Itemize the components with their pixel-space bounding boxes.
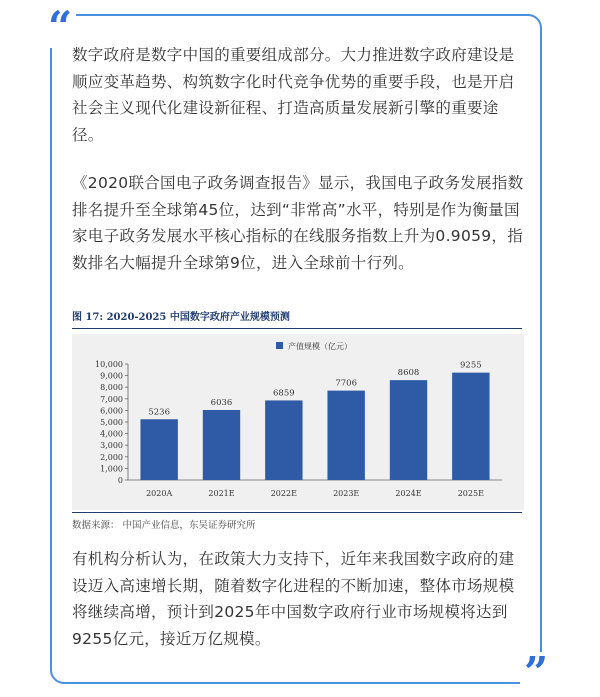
bar bbox=[390, 380, 427, 480]
y-tick-label: 5,000 bbox=[100, 418, 123, 427]
paragraph-un-report: 《2020联合国电子政务调查报告》显示，我国电子政务发展指数排名提升至全球第45位，达到“非常高”水平，特别是作为衡量国家电子政务发展水平核心指标的在线服务指数上升为0.9059，指数排名大幅提升全球第9位，进入全球前十行列。 bbox=[72, 174, 524, 272]
data-label: 9255 bbox=[460, 360, 482, 371]
y-tick-label: 8,000 bbox=[100, 383, 123, 393]
x-tick-label: 2025E bbox=[457, 489, 484, 498]
chart-area bbox=[72, 334, 524, 510]
y-tick-label: 4,000 bbox=[100, 429, 123, 439]
data-label: 6859 bbox=[273, 388, 295, 399]
legend-label: 产值规模（亿元） bbox=[288, 342, 352, 351]
figure-source: 数据来源： 中国产业信息，东吴证券研究所 bbox=[72, 512, 522, 531]
bar bbox=[265, 400, 302, 480]
data-label: 5236 bbox=[148, 407, 170, 418]
x-tick-label: 2020A bbox=[146, 489, 173, 498]
paragraph-intro: 数字政府是数字中国的重要组成部分。大力推进数字政府建设是顺应变革趋势、构筑数字化时代竞争优势的重要手段，也是开启社会主义现代化建设新征程、打造高质量发展新引擎的重要途径。 bbox=[72, 46, 515, 144]
x-tick-label: 2022E bbox=[270, 489, 297, 498]
y-tick-label: 1,000 bbox=[100, 464, 123, 474]
bar bbox=[203, 410, 240, 480]
open-quote-icon: “ bbox=[44, 6, 76, 48]
legend-swatch bbox=[276, 342, 283, 349]
y-tick-label: 3,000 bbox=[100, 441, 123, 451]
bar-chart bbox=[72, 334, 524, 510]
paragraph-market-forecast: 有机构分析认为，在政策大力支持下，近年来我国数字政府的建设迈入高速增长期，随着数字化进程的不断加速，整体市场规模将继续高增，预计到2025年中国数字政府行业市场规模将达到9255亿元，接近万亿规模。 bbox=[72, 550, 515, 648]
x-tick-label: 2021E bbox=[208, 489, 235, 498]
bar bbox=[327, 391, 364, 480]
y-tick-label: 2,000 bbox=[100, 452, 123, 462]
data-label: 8608 bbox=[397, 368, 420, 379]
y-tick-label: 0 bbox=[117, 476, 123, 485]
close-quote-icon: ” bbox=[520, 652, 552, 694]
data-label: 7706 bbox=[335, 378, 357, 389]
bar bbox=[140, 419, 177, 480]
figure-title: 图 17: 2020-2025 中国数字政府产业规模预测 bbox=[72, 308, 522, 329]
y-tick-label: 9,000 bbox=[100, 371, 123, 381]
y-tick-label: 6,000 bbox=[100, 406, 123, 416]
bar bbox=[452, 373, 489, 480]
y-tick-label: 10,000 bbox=[95, 360, 123, 369]
y-tick-label: 7,000 bbox=[100, 394, 123, 404]
x-tick-label: 2024E bbox=[395, 489, 422, 498]
x-tick-label: 2023E bbox=[333, 489, 360, 498]
data-label: 6036 bbox=[210, 397, 233, 408]
